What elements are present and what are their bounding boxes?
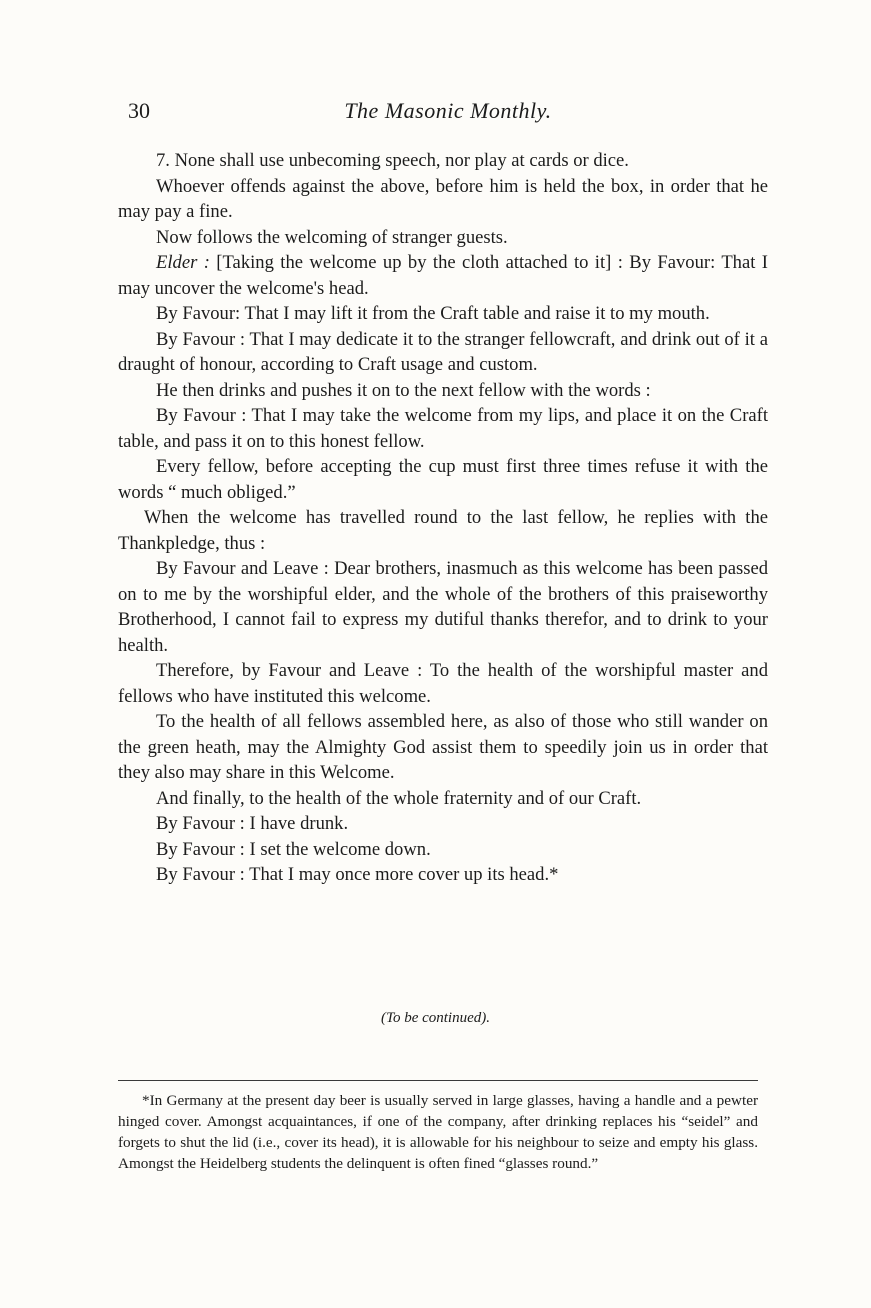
paragraph: When the welcome has travelled round to the last fellow, he replies with the Thankpledge, thus :: [118, 507, 768, 554]
page-header: [128, 98, 768, 132]
speaker-label: Elder :: [156, 252, 210, 273]
paragraph: Therefore, by Favour and Leave : To the health of the worshipful master and fellows who have instituted this welcome.: [118, 660, 768, 707]
paragraph: By Favour and Leave : Dear brothers, inasmuch as this welcome has been passed on to me by the worshipful elder, and the whole of the brothers of this praiseworthy Brotherhood, I cannot fail to express my dutiful thanks therefor, and to drink to your health.: [118, 558, 768, 656]
paragraph: By Favour : I set the welcome down.: [156, 838, 431, 860]
paragraph: Elder : [Taking the welcome up by the cloth attached to it] : By Favour: That I may uncover the welcome's head.: [118, 252, 768, 299]
paragraph: By Favour : That I may take the welcome from my lips, and place it on the Craft table, and pass it on to this honest fellow.: [118, 405, 768, 452]
footnote: [118, 1090, 758, 1174]
paragraph: By Favour : That I may dedicate it to the stranger fellowcraft, and drink out of it a draught of honour, according to Craft usage and custom.: [118, 328, 768, 375]
running-title: The Masonic Monthly.: [344, 98, 552, 123]
paragraph: Now follows the welcoming of stranger guests.: [156, 226, 508, 248]
paragraph: And finally, to the health of the whole fraternity and of our Craft.: [156, 787, 642, 809]
paragraph: By Favour : I have drunk.: [156, 813, 349, 834]
paragraph: He then drinks and pushes it on to the next fellow with the words :: [156, 379, 651, 401]
paragraph: Every fellow, before accepting the cup must first three times refuse it with the words “ much obliged.”: [118, 456, 768, 503]
page-number: 30: [128, 98, 150, 123]
body-text: [118, 148, 768, 888]
footnote-rule: [118, 1080, 758, 1081]
paragraph: To the health of all fellows assembled here, as also of those who still wander on the green heath, may the Almighty God assist them to speedily join us in order that they also may share in this Welcome.: [118, 711, 768, 783]
paragraph: By Favour: That I may lift it from the Craft table and raise it to my mouth.: [156, 303, 710, 324]
paragraph: By Favour : That I may once more cover up its head.*: [156, 864, 559, 885]
paragraph: Whoever offends against the above, before him is held the box, in order that he may pay a fine.: [118, 175, 768, 222]
paragraph: 7. None shall use unbecoming speech, nor play at cards or dice.: [156, 150, 629, 171]
footnote-text: *In Germany at the present day beer is usually served in large glasses, having a handle and a pewter hinged cover. Amongst acquaintances, if one of the company, after drinking replaces his “seidel” and forgets to shut the lid (i.e., cover its head), it is allowable for his neighbour to seize and empty his glass. Amongst the Heidelberg students the delinquent is often fined “glasses round.”: [118, 1092, 758, 1172]
to-be-continued: (To be continued).: [380, 1010, 490, 1026]
